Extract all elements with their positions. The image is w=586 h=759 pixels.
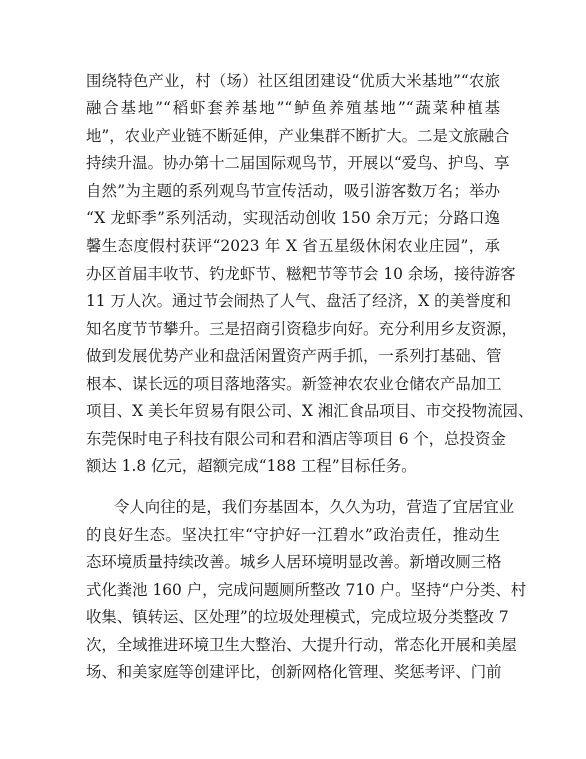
paragraph-2-line-6: 次，全域推进环境卫生大整治、大提升行动，常态化开展和美屋 xyxy=(86,636,517,654)
paragraph-1-line-7: 馨生态度假村获评“2023 年 X 省五星级休闲农业庄园”，承 xyxy=(86,237,500,255)
paragraph-1-line-13: 项目、X 美长年贸易有限公司、X 湘汇食品项目、市交投物流园、 xyxy=(86,402,534,420)
paragraph-1-line-9: 11 万人次。通过节会闹热了人气、盘活了经济，X 的美誉度和 xyxy=(86,292,512,310)
paragraph-1-line-3: 地”，农业产业链不断延伸，产业集群不断扩大。二是文旅融合 xyxy=(86,127,510,145)
paragraph-1-line-8: 办区首届丰收节、钓龙虾节、糍粑节等节会 10 余场，接待游客 xyxy=(86,265,516,283)
paragraph-1-line-10: 知名度节节攀升。三是招商引资稳步向好。充分利用乡友资源， xyxy=(86,320,517,338)
paragraph-2-line-3: 态环境质量持续改善。城乡人居环境明显改善。新增改厕三格 xyxy=(86,553,502,571)
paragraph-1-line-12: 根本、谋长远的项目落地落实。新签神农农业仓储农产品加工 xyxy=(86,375,502,393)
paragraph-1-line-5: 自然”为主题的系列观鸟节宣传活动，吸引游客数万名；举办 xyxy=(86,182,500,200)
paragraph-1-line-4: 持续升温。协办第十二届国际观鸟节，开展以“爱鸟、护鸟、享 xyxy=(86,154,510,172)
paragraph-2-line-7: 场、和美家庭等创建评比，创新网格化管理、奖惩考评、门前 xyxy=(86,663,502,681)
paragraph-1-line-6: “X 龙虾季”系列活动，实现活动创收 150 余万元；分路口逸 xyxy=(86,209,500,227)
paragraph-1-line-2: 融合基地”“稻虾套养基地”“鲈鱼养殖基地”“蔬菜种植基 xyxy=(86,99,500,117)
paragraph-1-line-15: 额达 1.8 亿元，超额完成“188 工程”目标任务。 xyxy=(86,457,417,475)
paragraph-2-line-5: 收集、镇转运、区处理”的垃圾处理模式，完成垃圾分类整改 7 xyxy=(86,608,509,626)
paragraph-1-line-14: 东莞保时电子科技有限公司和君和酒店等项目 6 个，总投资金 xyxy=(86,430,506,448)
paragraph-1-line-11: 做到发展优势产业和盘活闲置资产两手抓，一系列打基础、管 xyxy=(86,347,502,365)
paragraph-1-line-1: 围绕特色产业，村（场）社区组团建设“优质大米基地”“农旅 xyxy=(86,72,500,90)
paragraph-2-line-4: 式化粪池 160 户，完成问题厕所整改 710 户。坚持“户分类、村 xyxy=(86,581,527,599)
paragraph-2-line-2: 的良好生态。坚决扛牢“守护好一江碧水”政治责任，推动生 xyxy=(86,526,500,544)
paragraph-2-line-1: 令人向往的是，我们夯基固本，久久为功，营造了宜居宜业 xyxy=(114,498,515,516)
